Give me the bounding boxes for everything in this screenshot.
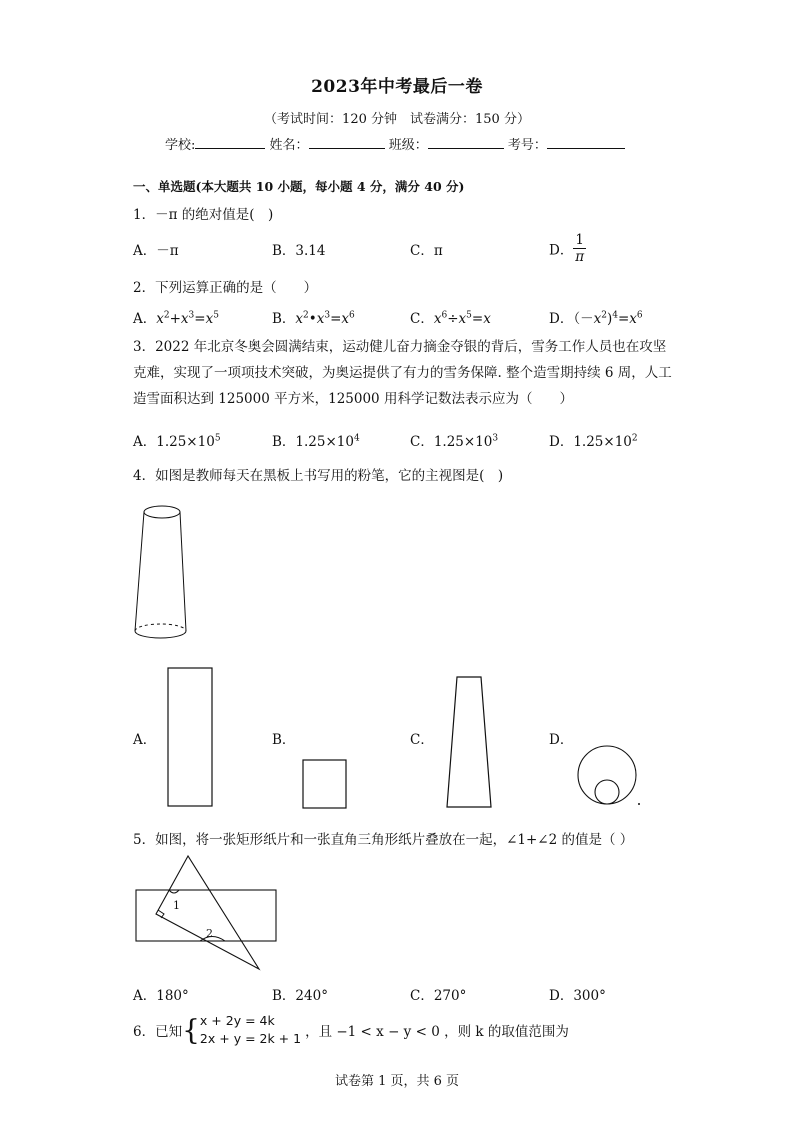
angle-2-label: 2 [206,927,213,940]
q6-stem: 6．已知{ x + 2y = 4k 2x + y = 2k + 1 ，且 −1 < x − y < 0 ，则 k 的取值范围为 [133,1013,569,1047]
school-label: 学校: [165,138,196,153]
school-blank[interactable] [195,134,265,149]
q2-option-b: B．$x^2•x^3=x^6$ [272,310,355,327]
q4-option-d-figure [576,743,644,807]
q2-option-d: D．$(-x^2)^4=x^6$ [549,310,643,327]
q5-stem: 5．如图，将一张矩形纸片和一张直角三角形纸片叠放在一起，∠1+∠2 的值是（ ） [133,832,634,848]
exam-number-label: 考号： [507,138,547,153]
q5-option-c: C．270° [410,988,467,1004]
q2-option-a: A．$x^2+x^3=x^5$ [133,310,219,327]
q1-option-a: A．－π [133,243,179,259]
q1-option-b: B．3.14 [272,243,326,259]
q4-option-d: D． [549,732,574,748]
q4-option-b: B． [272,732,296,748]
class-blank[interactable] [428,134,504,149]
q4-stem: 4．如图是教师每天在黑板上书写用的粉笔，它的主视图是( ) [133,468,504,484]
page-footer: 试卷第 1 页，共 6 页 [334,1074,460,1089]
exam-number-blank[interactable] [547,134,625,149]
q5-figure [130,852,280,974]
student-info-row [165,134,625,153]
chalk-figure [128,500,198,645]
section-heading: 一、单选题(本大题共 10 小题，每小题 4 分，满分 40 分) [133,179,465,194]
class-label: 班级： [388,138,428,153]
q4-option-c: C． [410,732,434,748]
angle-1-label: 1 [173,899,180,912]
q3-option-d: D．$1.25\times 10^2$ [549,433,638,450]
q2-stem: 2．下列运算正确的是（ ） [133,280,318,296]
q1-fraction: $\frac{1}{\pi}$ [575,232,585,265]
q1-option-c: C．π [410,243,443,259]
q4-option-a-figure [166,666,216,808]
q3-option-b: B．$1.25\times 10^4$ [272,433,360,450]
q2-option-c: C．$x^6\div x^5=x$ [410,310,491,327]
q3-stem: 3．2022 年北京冬奥会圆满结束，运动健儿奋力摘金夺银的背后，雪务工作人员也在攻坚克难，实现了一项项技术突破，为奥运提供了有力的雪务保障. 整个造雪期持续 6 周，人工造雪面积达到 125000 平方米，125000 用科学记数法表示应为（ ） [133,339,672,407]
q1-option-d: D． $\frac{1}{\pi}$ [549,232,585,265]
q1-stem: 1．－π 的绝对值是( ) [133,207,274,223]
q4-option-a: A． [133,732,157,748]
q3-option-a: A．$1.25\times 10^5$ [133,433,221,450]
q5-option-d: D．300° [549,988,606,1004]
page-title: 2023年中考最后一卷 [311,77,483,97]
q5-option-a: A．180° [133,988,189,1004]
q3-option-c: C．$1.25\times 10^3$ [410,433,499,450]
q4-option-b-figure [301,758,351,810]
q6-equation-system: x + 2y = 4k 2x + y = 2k + 1 [199,1013,302,1046]
q5-option-b: B．240° [272,988,328,1004]
name-label: 姓名： [269,138,309,153]
q4-option-c-figure [443,675,495,810]
name-blank[interactable] [309,134,385,149]
exam-subtitle: （考试时间：120 分钟 试卷满分：150 分） [264,112,530,127]
